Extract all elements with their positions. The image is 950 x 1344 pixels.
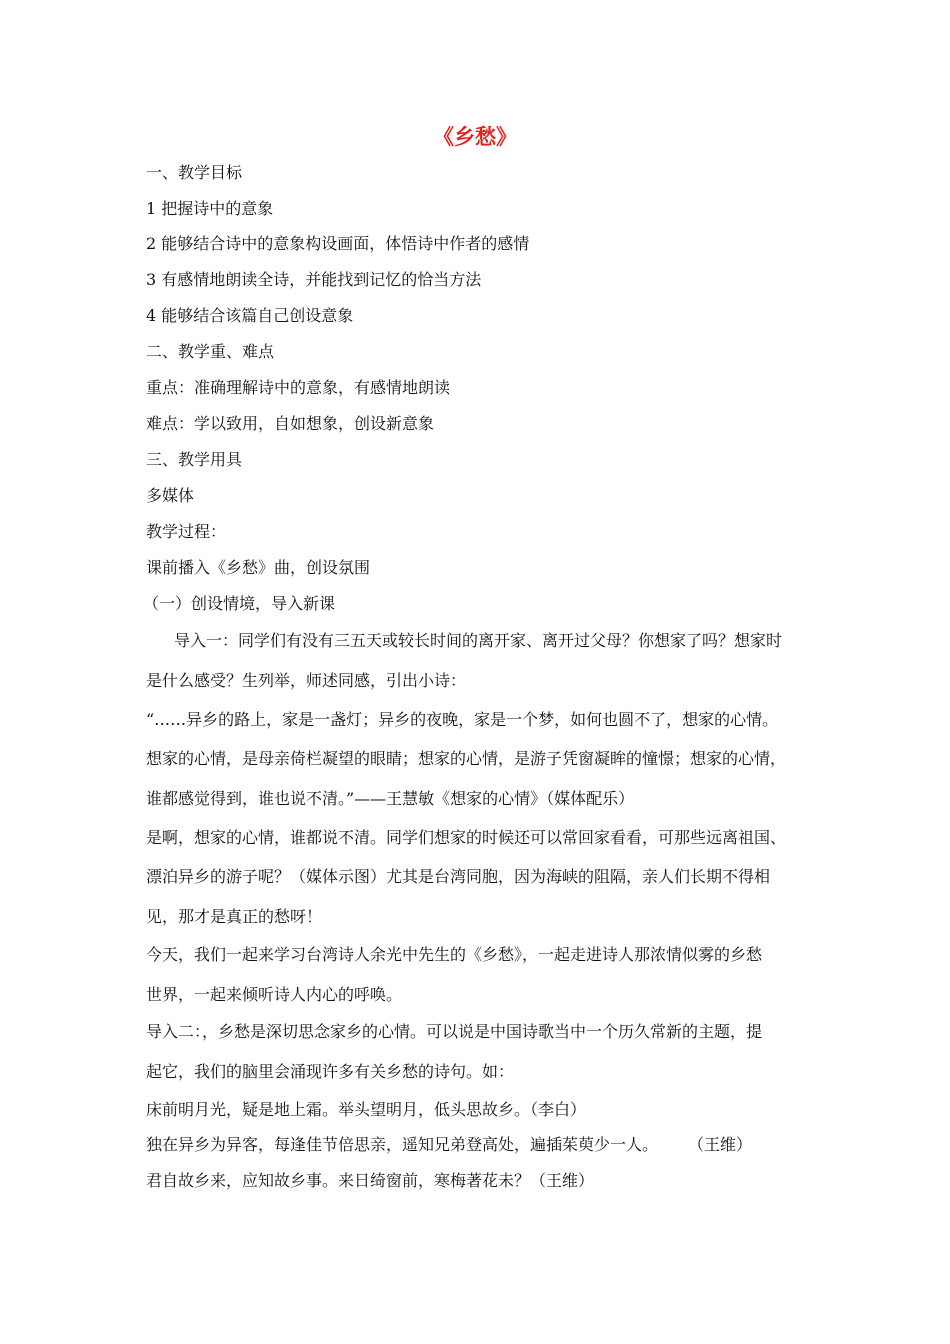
subsection-heading-1: （一）创设情境，导入新课 xyxy=(143,594,336,613)
document-title: 《乡愁》 xyxy=(433,125,517,149)
section-heading-key-points: 二、教学重、难点 xyxy=(146,342,275,361)
paragraph-line: 是什么感受？生列举，师述同感，引出小诗： xyxy=(146,671,467,690)
process-intro: 课前播入《乡愁》曲，创设氛围 xyxy=(146,558,371,577)
paragraph-line: 世界，一起来倾听诗人内心的呼唤。 xyxy=(146,985,403,1004)
objective-item-1: 1 把握诗中的意象 xyxy=(146,199,274,218)
process-heading: 教学过程： xyxy=(146,522,227,541)
paragraph-line: 起它，我们的脑里会涌现许多有关乡愁的诗句。如： xyxy=(146,1062,515,1081)
difficult-point: 难点：学以致用，自如想象，创设新意象 xyxy=(146,414,435,433)
section-heading-objectives: 一、教学目标 xyxy=(146,163,243,182)
paragraph-line: 是啊，想家的心情，谁都说不清。同学们想家的时候还可以常回家看看，可那些远离祖国、 xyxy=(146,828,787,847)
key-point: 重点：准确理解诗中的意象，有感情地朗读 xyxy=(146,378,451,397)
poem-verse-author: （王维） xyxy=(688,1135,753,1154)
objective-item-3: 3 有感情地朗读全诗，并能找到记忆的恰当方法 xyxy=(146,270,482,289)
paragraph-line: 漂泊异乡的游子呢？（媒体示图）尤其是台湾同胞，因为海峡的阻隔，亲人们长期不得相 xyxy=(146,867,771,886)
paragraph-line: 见，那才是真正的愁呀！ xyxy=(146,907,323,926)
poem-verse: 君自故乡来，应知故乡事。来日绮窗前，寒梅著花未？（王维） xyxy=(146,1171,595,1190)
poem-quote-line: “……异乡的路上，家是一盏灯；异乡的夜晚，家是一个梦，如何也圆不了，想家的心情。 xyxy=(146,710,779,729)
poem-quote-line: 谁都感觉得到，谁也说不清。”——王慧敏《想家的心情》（媒体配乐） xyxy=(146,789,635,808)
poem-verse-text: 独在异乡为异客，每逢佳节倍思亲，遥知兄弟登高处，遍插茱萸少一人。 xyxy=(146,1135,659,1154)
poem-verse xyxy=(146,1134,752,1156)
paragraph-line: 导入二：，乡愁是深切思念家乡的心情。可以说是中国诗歌当中一个历久常新的主题，提 xyxy=(146,1022,763,1041)
paragraph-line: 导入一：同学们有没有三五天或较长时间的离开家、离开过父母？你想家了吗？想家时 xyxy=(174,631,783,650)
section-heading-tools: 三、教学用具 xyxy=(146,450,243,469)
poem-quote-line: 想家的心情，是母亲倚栏凝望的眼睛；想家的心情，是游子凭窗凝眸的憧憬；想家的心情， xyxy=(146,749,787,768)
poem-verse: 床前明月光，疑是地上霜。举头望明月，低头思故乡。（李白） xyxy=(146,1100,587,1119)
objective-item-4: 4 能够结合该篇自己创设意象 xyxy=(146,306,354,325)
paragraph-line: 今天，我们一起来学习台湾诗人余光中先生的《乡愁》，一起走进诗人那浓情似雾的乡愁 xyxy=(146,945,763,964)
objective-item-2: 2 能够结合诗中的意象构设画面，体悟诗中作者的感情 xyxy=(146,234,530,253)
tools-text: 多媒体 xyxy=(146,486,195,505)
